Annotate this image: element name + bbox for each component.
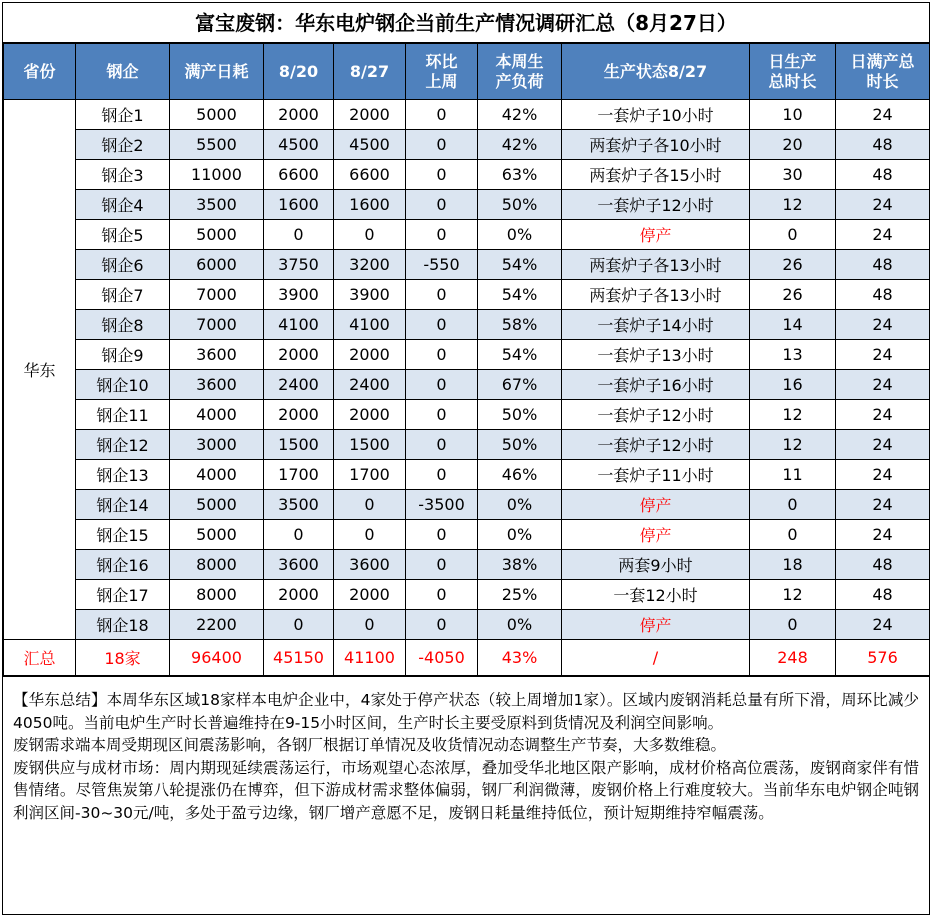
table-cell: 0 — [334, 490, 406, 520]
table-cell: 1500 — [264, 430, 334, 460]
table-row — [4, 280, 930, 310]
status-cell: 两套炉子各10小时 — [562, 130, 750, 160]
table-cell: 2000 — [334, 340, 406, 370]
table-row — [4, 130, 930, 160]
table-cell: 0 — [406, 220, 478, 250]
table-cell: 0% — [478, 490, 562, 520]
column-header — [334, 44, 406, 100]
table-cell: 3900 — [334, 280, 406, 310]
table-cell: 18 — [750, 550, 836, 580]
table-row — [4, 370, 930, 400]
table-cell: 7000 — [170, 280, 264, 310]
column-header — [478, 44, 562, 100]
total-cell: 18家 — [76, 640, 170, 676]
table-cell: 0 — [334, 520, 406, 550]
status-cell: 停产 — [562, 490, 750, 520]
table-cell: 38% — [478, 550, 562, 580]
table-cell: 0 — [406, 100, 478, 130]
status-cell: 一套炉子12小时 — [562, 400, 750, 430]
column-header — [836, 44, 930, 100]
table-cell: 0 — [750, 490, 836, 520]
table-row — [4, 490, 930, 520]
status-cell: 一套炉子12小时 — [562, 190, 750, 220]
table-cell: 4000 — [170, 460, 264, 490]
column-header-text: 满产日耗 — [184, 61, 249, 81]
table-cell: 0% — [478, 610, 562, 640]
table-cell: 14 — [750, 310, 836, 340]
table-cell: 24 — [836, 370, 930, 400]
table-cell: 5000 — [170, 100, 264, 130]
table-cell: 2200 — [170, 610, 264, 640]
summary-notes — [3, 676, 929, 824]
table-cell: 24 — [836, 100, 930, 130]
report-title: 富宝废钢：华东电炉钢企当前生产情况调研汇总（8月27日） — [3, 3, 929, 43]
table-cell: 0 — [264, 520, 334, 550]
table-cell: 24 — [836, 220, 930, 250]
table-cell: 2000 — [264, 400, 334, 430]
table-cell: 24 — [836, 400, 930, 430]
table-cell: 2000 — [264, 340, 334, 370]
column-header-text: 上周 — [425, 71, 458, 91]
table-cell: 3900 — [264, 280, 334, 310]
table-cell: 4100 — [334, 310, 406, 340]
table-row — [4, 400, 930, 430]
table-cell: 3000 — [170, 430, 264, 460]
table-cell: 11 — [750, 460, 836, 490]
table-cell: 0 — [750, 610, 836, 640]
table-cell: 钢企9 — [76, 340, 170, 370]
status-cell: 停产 — [562, 610, 750, 640]
status-cell: 一套炉子16小时 — [562, 370, 750, 400]
table-cell: 30 — [750, 160, 836, 190]
table-cell: 0 — [406, 340, 478, 370]
table-cell: 0 — [406, 520, 478, 550]
table-cell: 48 — [836, 280, 930, 310]
table-cell: 钢企13 — [76, 460, 170, 490]
table-cell: 0 — [750, 220, 836, 250]
table-cell: 钢企12 — [76, 430, 170, 460]
column-header-text: 产负荷 — [495, 71, 544, 91]
status-cell: 一套12小时 — [562, 580, 750, 610]
column-header-text: 总时长 — [768, 71, 817, 91]
status-cell: 两套9小时 — [562, 550, 750, 580]
table-cell: 48 — [836, 130, 930, 160]
table-cell: 48 — [836, 160, 930, 190]
table-cell: 5000 — [170, 220, 264, 250]
table-cell: 5000 — [170, 520, 264, 550]
table-cell: 6600 — [334, 160, 406, 190]
table-cell: 24 — [836, 460, 930, 490]
table-row — [4, 580, 930, 610]
table-cell: 6600 — [264, 160, 334, 190]
table-cell: 钢企2 — [76, 130, 170, 160]
table-cell: 20 — [750, 130, 836, 160]
table-cell: 2000 — [334, 400, 406, 430]
status-cell: 一套炉子13小时 — [562, 340, 750, 370]
table-cell: 42% — [478, 100, 562, 130]
column-header — [406, 44, 478, 100]
summary-paragraph: 废钢需求端本周受期现区间震荡影响，各钢厂根据订单情况及收货情况动态调整生产节奏，大多数维稳。 — [13, 736, 727, 754]
table-cell: 4100 — [264, 310, 334, 340]
table-cell: 2000 — [334, 100, 406, 130]
table-cell: 24 — [836, 310, 930, 340]
column-header — [562, 44, 750, 100]
table-cell: 24 — [836, 430, 930, 460]
table-cell: 3200 — [334, 250, 406, 280]
total-cell: / — [562, 640, 750, 676]
table-cell: 0 — [334, 610, 406, 640]
table-cell: 8000 — [170, 580, 264, 610]
table-row — [4, 460, 930, 490]
table-cell: 10 — [750, 100, 836, 130]
table-cell: 4000 — [170, 400, 264, 430]
table-cell: 钢企6 — [76, 250, 170, 280]
table-cell: 0 — [406, 280, 478, 310]
table-cell: 8000 — [170, 550, 264, 580]
table-cell: 钢企17 — [76, 580, 170, 610]
table-row — [4, 430, 930, 460]
table-cell: 钢企16 — [76, 550, 170, 580]
column-header-text: 生产状态8/27 — [603, 61, 708, 81]
table-cell: 42% — [478, 130, 562, 160]
table-cell: 3600 — [334, 550, 406, 580]
table-cell: 1700 — [264, 460, 334, 490]
total-cell: 43% — [478, 640, 562, 676]
table-cell: 0 — [406, 160, 478, 190]
table-cell: 0 — [750, 520, 836, 550]
table-cell: 13 — [750, 340, 836, 370]
column-header-text: 钢企 — [106, 61, 139, 81]
table-cell: 3500 — [264, 490, 334, 520]
column-header-text: 本周生 — [495, 51, 544, 71]
table-row — [4, 520, 930, 550]
table-row — [4, 610, 930, 640]
table-cell: 3750 — [264, 250, 334, 280]
table-cell: 2000 — [334, 580, 406, 610]
table-cell: 24 — [836, 490, 930, 520]
table-cell: 3500 — [170, 190, 264, 220]
table-cell: 16 — [750, 370, 836, 400]
table-cell: 24 — [836, 190, 930, 220]
table-cell: 2000 — [264, 580, 334, 610]
table-cell: 3600 — [264, 550, 334, 580]
column-header-text: 8/20 — [278, 61, 319, 81]
table-cell: 12 — [750, 580, 836, 610]
table-cell: 0 — [406, 550, 478, 580]
total-row — [4, 640, 930, 676]
table-cell: 54% — [478, 280, 562, 310]
table-cell: 钢企15 — [76, 520, 170, 550]
total-cell: 45150 — [264, 640, 334, 676]
status-cell: 一套炉子11小时 — [562, 460, 750, 490]
column-header-text: 时长 — [866, 71, 899, 91]
table-cell: 48 — [836, 580, 930, 610]
table-header-row — [4, 44, 930, 100]
total-cell: 汇总 — [4, 640, 76, 676]
table-cell: 钢企7 — [76, 280, 170, 310]
table-cell: 0% — [478, 520, 562, 550]
table-cell: 钢企10 — [76, 370, 170, 400]
table-cell: 0 — [406, 610, 478, 640]
table-row — [4, 340, 930, 370]
column-header — [170, 44, 264, 100]
table-cell: -550 — [406, 250, 478, 280]
table-row — [4, 220, 930, 250]
table-cell: 0% — [478, 220, 562, 250]
table-cell: 0 — [406, 400, 478, 430]
table-cell: 0 — [406, 460, 478, 490]
table-cell: 0 — [406, 190, 478, 220]
column-header — [750, 44, 836, 100]
production-table — [3, 43, 930, 676]
table-cell: 钢企11 — [76, 400, 170, 430]
table-cell: 0 — [406, 580, 478, 610]
table-cell: 46% — [478, 460, 562, 490]
column-header — [264, 44, 334, 100]
table-cell: 钢企4 — [76, 190, 170, 220]
table-cell: 0 — [406, 130, 478, 160]
table-row — [4, 310, 930, 340]
status-cell: 一套炉子10小时 — [562, 100, 750, 130]
status-cell: 两套炉子各13小时 — [562, 280, 750, 310]
table-row — [4, 100, 930, 130]
table-cell: 1700 — [334, 460, 406, 490]
table-cell: 钢企1 — [76, 100, 170, 130]
table-cell: 1600 — [264, 190, 334, 220]
table-cell: 48 — [836, 550, 930, 580]
table-cell: 2000 — [264, 100, 334, 130]
table-cell: 67% — [478, 370, 562, 400]
table-cell: 0 — [406, 370, 478, 400]
table-cell: 26 — [750, 250, 836, 280]
column-header-text: 省份 — [23, 61, 56, 81]
total-cell: 576 — [836, 640, 930, 676]
status-cell: 一套炉子12小时 — [562, 430, 750, 460]
table-cell: 1500 — [334, 430, 406, 460]
table-cell: 0 — [406, 310, 478, 340]
table-cell: 钢企18 — [76, 610, 170, 640]
table-cell: 0 — [264, 610, 334, 640]
summary-paragraph: 废钢供应与成材市场：周内期现延续震荡运行，市场观望心态浓厚，叠加受华北地区限产影响，成材价格高位震荡，废钢商家伴有惜售情绪。尽管焦炭第八轮提涨仍在博弈，但下游成材需求整体偏弱，钢厂利润微薄，废钢价格上行难度较大。当前华东电炉钢企吨钢利润区间-30~30元/吨，多处于盈亏边缘，钢厂增产意愿不足，废钢日耗量维持低位，预计短期维持窄幅震荡。 — [13, 758, 919, 822]
table-cell: 50% — [478, 190, 562, 220]
table-cell: 12 — [750, 190, 836, 220]
table-cell: 54% — [478, 250, 562, 280]
status-cell: 两套炉子各15小时 — [562, 160, 750, 190]
table-cell: 4500 — [264, 130, 334, 160]
table-cell: 钢企8 — [76, 310, 170, 340]
total-cell: 96400 — [170, 640, 264, 676]
table-cell: 63% — [478, 160, 562, 190]
table-row — [4, 250, 930, 280]
table-cell: -3500 — [406, 490, 478, 520]
province-cell: 华东 — [4, 100, 76, 640]
total-cell: -4050 — [406, 640, 478, 676]
table-cell: 48 — [836, 250, 930, 280]
table-cell: 0 — [406, 430, 478, 460]
total-cell: 248 — [750, 640, 836, 676]
column-header-text: 日满产总 — [850, 51, 915, 71]
summary-paragraph: 【华东总结】本周华东区域18家样本电炉企业中，4家处于停产状态（较上周增加1家）。区域内废钢消耗总量有所下滑，周环比减少4050吨。当前电炉生产时长普遍维持在9-15小时区间，生产时长主要受原料到货情况及利润空间影响。 — [13, 691, 919, 732]
table-cell: 6000 — [170, 250, 264, 280]
table-cell: 7000 — [170, 310, 264, 340]
column-header-text: 日生产 — [768, 51, 817, 71]
table-cell: 1600 — [334, 190, 406, 220]
table-body — [4, 100, 930, 676]
table-cell: 钢企5 — [76, 220, 170, 250]
table-cell: 0 — [334, 220, 406, 250]
table-cell: 25% — [478, 580, 562, 610]
table-cell: 54% — [478, 340, 562, 370]
column-header — [76, 44, 170, 100]
table-cell: 50% — [478, 430, 562, 460]
table-cell: 24 — [836, 520, 930, 550]
table-row — [4, 160, 930, 190]
table-cell: 钢企14 — [76, 490, 170, 520]
table-cell: 50% — [478, 400, 562, 430]
report-frame — [2, 2, 930, 915]
status-cell: 一套炉子14小时 — [562, 310, 750, 340]
table-row — [4, 550, 930, 580]
table-cell: 24 — [836, 340, 930, 370]
table-row — [4, 190, 930, 220]
table-cell: 26 — [750, 280, 836, 310]
column-header-text: 8/27 — [349, 61, 390, 81]
total-cell: 41100 — [334, 640, 406, 676]
table-cell: 58% — [478, 310, 562, 340]
status-cell: 停产 — [562, 220, 750, 250]
table-cell: 2400 — [264, 370, 334, 400]
status-cell: 停产 — [562, 520, 750, 550]
table-cell: 24 — [836, 610, 930, 640]
table-cell: 12 — [750, 400, 836, 430]
table-cell: 12 — [750, 430, 836, 460]
table-cell: 3600 — [170, 340, 264, 370]
column-header — [4, 44, 76, 100]
table-cell: 0 — [264, 220, 334, 250]
table-cell: 钢企3 — [76, 160, 170, 190]
table-cell: 4500 — [334, 130, 406, 160]
table-cell: 5500 — [170, 130, 264, 160]
column-header-text: 环比 — [425, 51, 458, 71]
table-cell: 3600 — [170, 370, 264, 400]
table-cell: 2400 — [334, 370, 406, 400]
table-cell: 5000 — [170, 490, 264, 520]
status-cell: 两套炉子各13小时 — [562, 250, 750, 280]
table-cell: 11000 — [170, 160, 264, 190]
